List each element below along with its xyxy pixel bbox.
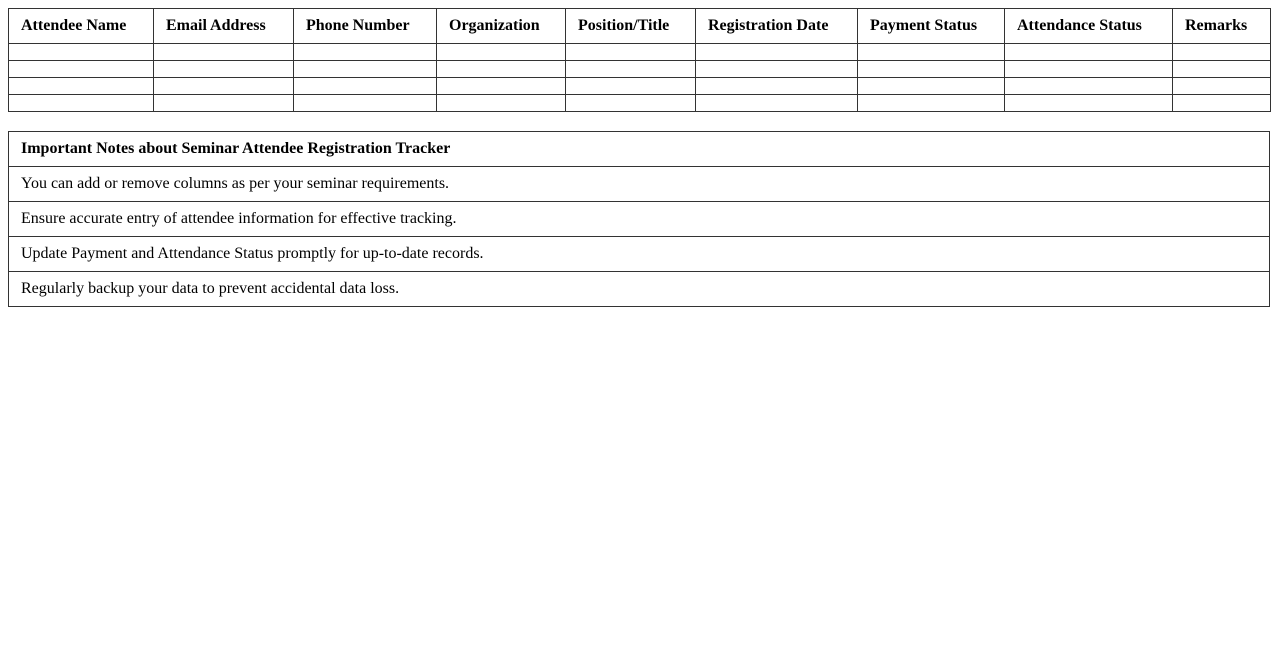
cell-payment-status[interactable] (858, 61, 1005, 78)
column-header-remarks: Remarks (1173, 9, 1271, 44)
cell-position-title[interactable] (566, 61, 696, 78)
cell-payment-status[interactable] (858, 44, 1005, 61)
column-header-registration-date: Registration Date (696, 9, 858, 44)
column-header-organization: Organization (437, 9, 566, 44)
column-header-attendee-name: Attendee Name (9, 9, 154, 44)
cell-phone-number[interactable] (294, 61, 437, 78)
note-item: Update Payment and Attendance Status promptly for up-to-date records. (9, 237, 1270, 272)
table-row (9, 78, 1271, 95)
cell-payment-status[interactable] (858, 95, 1005, 112)
cell-remarks[interactable] (1173, 95, 1271, 112)
cell-registration-date[interactable] (696, 95, 858, 112)
cell-email-address[interactable] (154, 78, 294, 95)
cell-phone-number[interactable] (294, 78, 437, 95)
cell-attendance-status[interactable] (1005, 44, 1173, 61)
cell-remarks[interactable] (1173, 78, 1271, 95)
column-header-payment-status: Payment Status (858, 9, 1005, 44)
cell-attendance-status[interactable] (1005, 95, 1173, 112)
notes-title-row (9, 132, 1270, 167)
cell-attendee-name[interactable] (9, 44, 154, 61)
cell-registration-date[interactable] (696, 61, 858, 78)
note-row (9, 237, 1270, 272)
cell-position-title[interactable] (566, 78, 696, 95)
cell-email-address[interactable] (154, 44, 294, 61)
important-notes-table (8, 131, 1270, 307)
cell-organization[interactable] (437, 78, 566, 95)
column-header-attendance-status: Attendance Status (1005, 9, 1173, 44)
cell-position-title[interactable] (566, 44, 696, 61)
cell-phone-number[interactable] (294, 44, 437, 61)
note-row (9, 202, 1270, 237)
cell-payment-status[interactable] (858, 78, 1005, 95)
cell-registration-date[interactable] (696, 78, 858, 95)
cell-organization[interactable] (437, 61, 566, 78)
attendee-registration-table (8, 8, 1271, 112)
column-header-email-address: Email Address (154, 9, 294, 44)
cell-attendee-name[interactable] (9, 61, 154, 78)
cell-registration-date[interactable] (696, 44, 858, 61)
cell-attendance-status[interactable] (1005, 61, 1173, 78)
column-header-phone-number: Phone Number (294, 9, 437, 44)
cell-attendee-name[interactable] (9, 95, 154, 112)
cell-phone-number[interactable] (294, 95, 437, 112)
cell-email-address[interactable] (154, 61, 294, 78)
note-item: You can add or remove columns as per your seminar requirements. (9, 167, 1270, 202)
column-header-position-title: Position/Title (566, 9, 696, 44)
table-row (9, 95, 1271, 112)
cell-email-address[interactable] (154, 95, 294, 112)
cell-remarks[interactable] (1173, 61, 1271, 78)
note-row (9, 167, 1270, 202)
cell-attendee-name[interactable] (9, 78, 154, 95)
table-row (9, 61, 1271, 78)
cell-organization[interactable] (437, 44, 566, 61)
page-container (8, 8, 1270, 307)
cell-remarks[interactable] (1173, 44, 1271, 61)
cell-position-title[interactable] (566, 95, 696, 112)
note-item: Ensure accurate entry of attendee information for effective tracking. (9, 202, 1270, 237)
notes-title: Important Notes about Seminar Attendee Registration Tracker (9, 132, 1270, 167)
cell-attendance-status[interactable] (1005, 78, 1173, 95)
table-row (9, 44, 1271, 61)
cell-organization[interactable] (437, 95, 566, 112)
note-row (9, 272, 1270, 307)
note-item: Regularly backup your data to prevent accidental data loss. (9, 272, 1270, 307)
table-header-row (9, 9, 1271, 44)
